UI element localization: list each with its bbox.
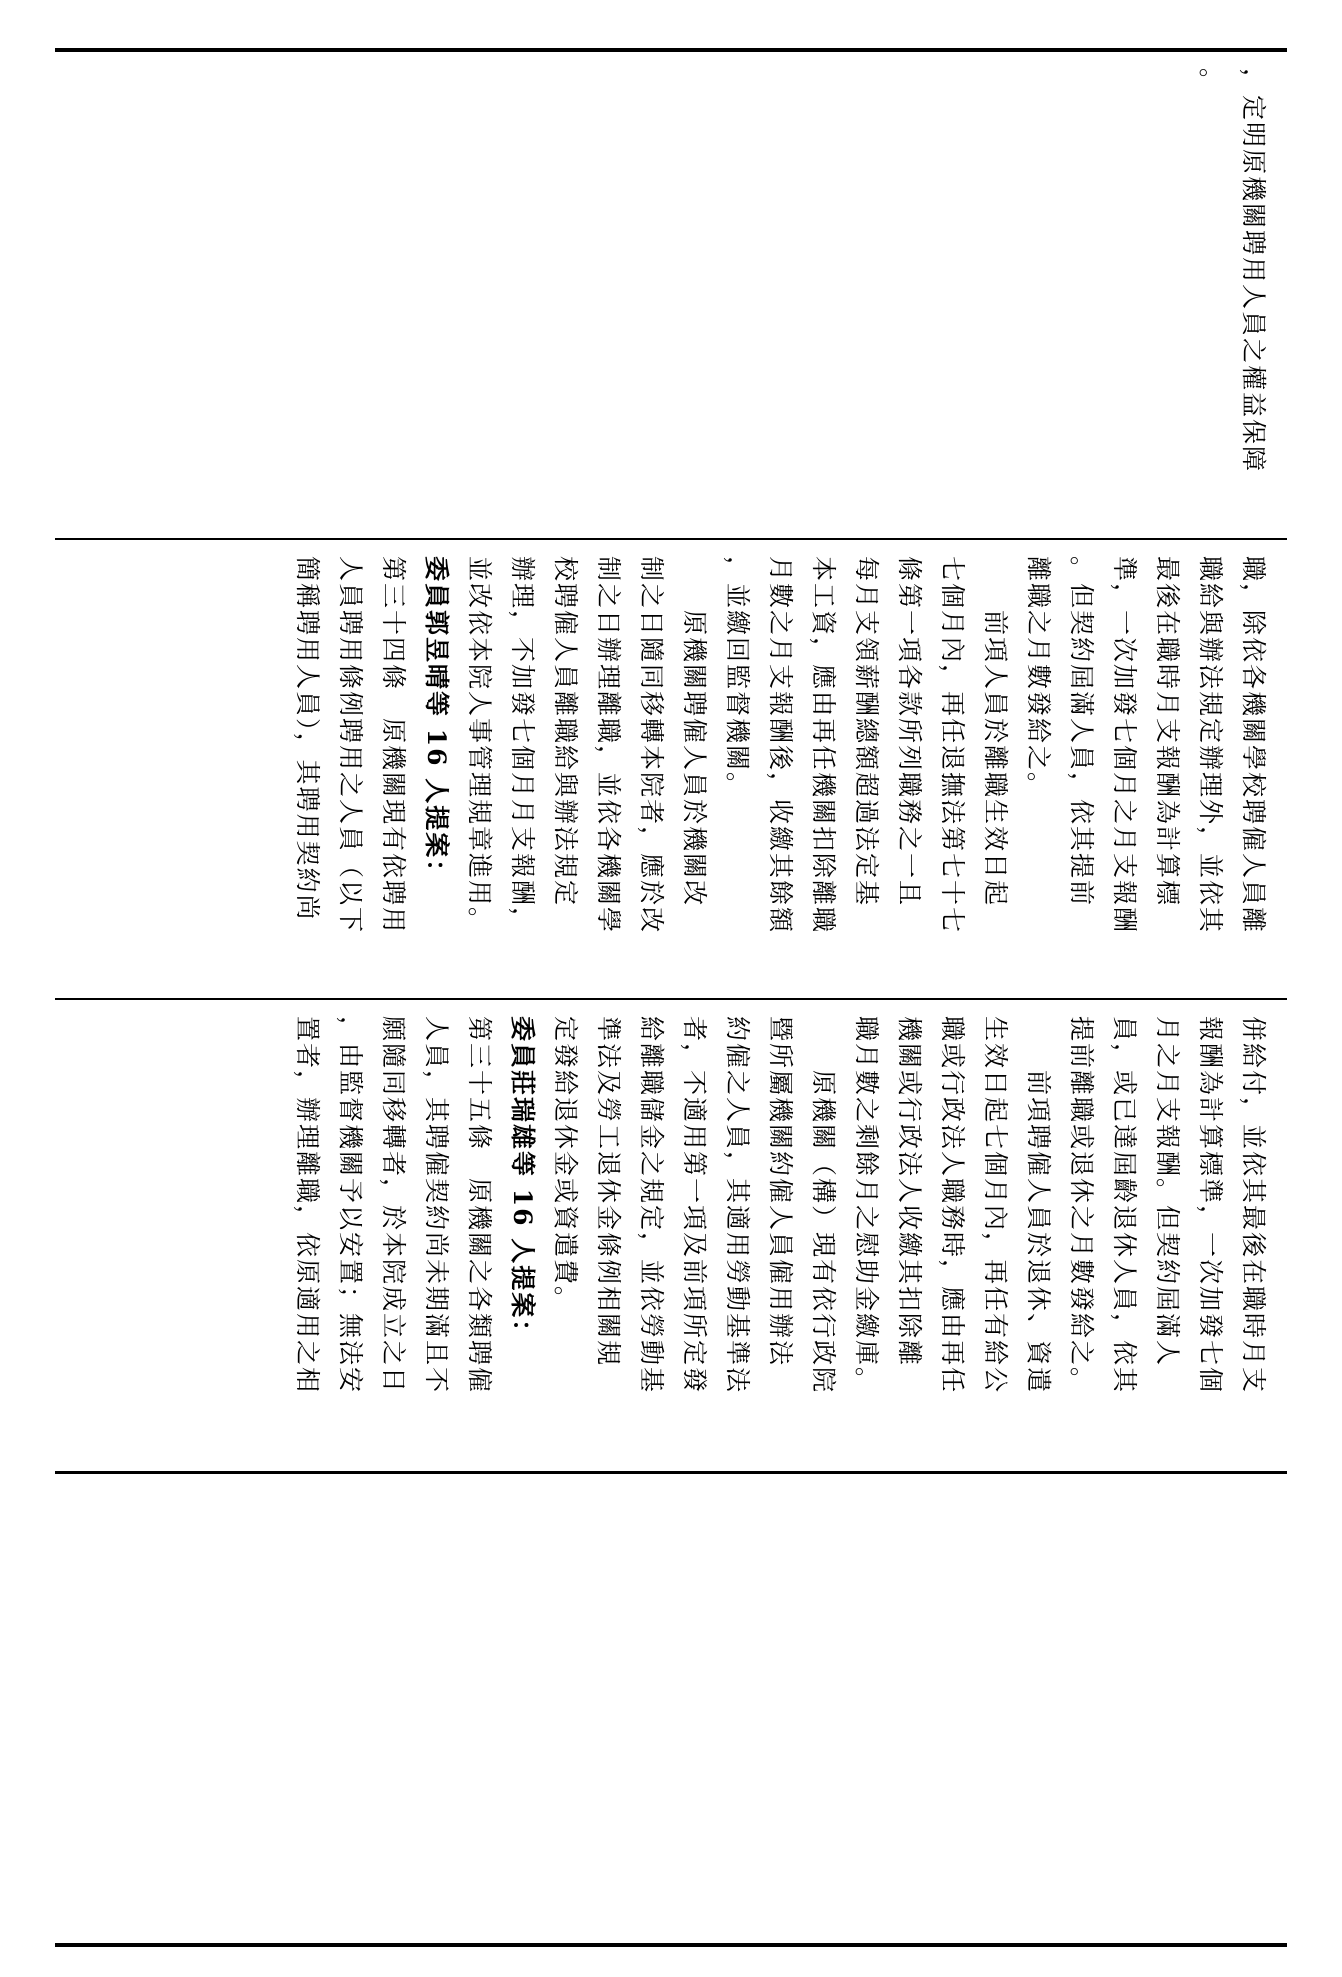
text-line: 願隨同移轉者，於本院成立之日 <box>379 1016 408 1395</box>
text-line: 並改依本院人事管理規章進用。 <box>465 556 494 935</box>
text-line: 機關或行政法人收繳其扣除離 <box>895 1016 924 1368</box>
text-line: 原機關（構）現有依行政院 <box>809 1016 838 1395</box>
table-cell-proposal-bottom <box>55 1000 1287 1471</box>
text-line: 人員聘用條例聘用之人員（以下 <box>336 556 365 935</box>
table-bottom-rule <box>55 1471 1287 1474</box>
text-line: 前項聘僱人員於退休、資遣 <box>1024 1016 1053 1395</box>
proposal-heading: 委員郭昱晴等 16 人提案： <box>422 556 451 887</box>
text-line: 職或行政法人職務時，應由再任 <box>938 1016 967 1395</box>
text-line: 離職之月數發給之。 <box>1024 556 1053 800</box>
text-line: 。 <box>1196 68 1225 96</box>
text-line: 本工資，應由再任機關扣除離職 <box>809 556 838 935</box>
text-line: 併給付，並依其最後在職時月支 <box>1239 1016 1268 1395</box>
text-line: 第三十五條 原機關之各類聘僱 <box>465 1016 494 1395</box>
text-line: 職月數之剩餘月之慰助金繳庫。 <box>852 1016 881 1395</box>
cell-text <box>1189 52 1287 538</box>
text-line: 定發給退休金或資遣費。 <box>551 1016 580 1314</box>
text-line: 。但契約屆滿人員，依其提前 <box>1067 556 1096 908</box>
text-line: 前項人員於離職生效日起 <box>981 556 1010 908</box>
text-line: 準法及勞工退休金條例相關規 <box>594 1016 623 1368</box>
text-line: 辦理，不加發七個月月支報酬， <box>508 556 537 935</box>
text-line: 置者，辦理離職，依原適用之相 <box>293 1016 322 1395</box>
text-line: ，定明原機關聘用人員之權益保障 <box>1239 68 1268 474</box>
text-line: 人員，其聘僱契約尚未期滿且不 <box>422 1016 451 1395</box>
text-line: 報酬為計算標準，一次加發七個 <box>1196 1016 1225 1395</box>
text-line: 者，不適用第一項及前項所定發 <box>680 1016 709 1395</box>
text-line: 約僱之人員，其適用勞動基準法 <box>723 1016 752 1395</box>
text-line: 暨所屬機關約僱人員僱用辦法 <box>766 1016 795 1368</box>
text-line: 給離職儲金之規定，並依勞動基 <box>637 1016 666 1395</box>
text-line: 制之日隨同移轉本院者，應於改 <box>637 556 666 935</box>
text-line: 制之日辦理離職，並依各機關學 <box>594 556 623 935</box>
text-line: 月數之月支報酬後，收繳其餘額 <box>766 556 795 935</box>
text-line: 最後在職時月支報酬為計算標 <box>1153 556 1182 908</box>
table-cell-remarks <box>55 52 1287 538</box>
text-line: ，由監督機關予以安置；無法安 <box>336 1016 365 1395</box>
text-line: 準，一次加發七個月之月支報酬 <box>1110 556 1139 935</box>
text-line: 提前離職或退休之月數發給之。 <box>1067 1016 1096 1395</box>
table-cell-proposal-middle <box>55 540 1287 998</box>
text-line: 條第一項各款所列職務之一且 <box>895 556 924 908</box>
text-line: 七個月內，再任退撫法第七十七 <box>938 556 967 935</box>
cell-text <box>286 1000 1287 1471</box>
text-line: 原機關聘僱人員於機關改 <box>680 556 709 908</box>
text-line: 員，或已達屆齡退休人員，依其 <box>1110 1016 1139 1395</box>
cell-text <box>286 540 1287 998</box>
text-line: 職，除依各機關學校聘僱人員離 <box>1239 556 1268 935</box>
text-line: 職給與辦法規定辦理外，並依其 <box>1196 556 1225 935</box>
text-line: ，並繳回監督機關。 <box>723 556 752 800</box>
page-bottom-rule <box>55 1943 1287 1947</box>
text-line: 簡稱聘用人員），其聘用契約尚 <box>293 556 322 922</box>
text-line: 第三十四條 原機關現有依聘用 <box>379 556 408 935</box>
text-line: 生效日起七個月內，再任有給公 <box>981 1016 1010 1395</box>
proposal-heading: 委員莊瑞雄等 16 人提案： <box>508 1016 537 1347</box>
text-line: 校聘僱人員離職給與辦法規定 <box>551 556 580 908</box>
text-line: 月之月支報酬。但契約屆滿人 <box>1153 1016 1182 1368</box>
text-line: 每月支領薪酬總額超過法定基 <box>852 556 881 908</box>
